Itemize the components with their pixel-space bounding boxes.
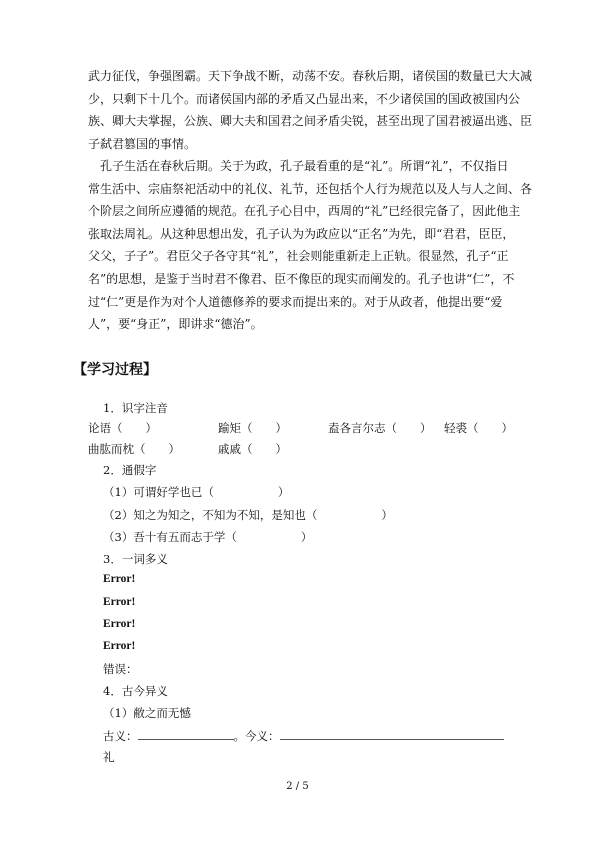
answer-blank[interactable] [237, 529, 301, 541]
ancient-meaning-label: 古义： [103, 729, 138, 743]
q2-item-close: ） [381, 508, 393, 522]
text-line: 过“仁”更是作为对个人道德修养的要求而提出来的。对于从政者，他提出要“爱 [88, 294, 503, 309]
section-title: 【学习过程】 [73, 362, 157, 378]
q2-item-close: ） [277, 485, 290, 499]
text-line: 张取法周礼。从这种思想出发，孔子认为为政应以“正名”为先，即“君君，臣臣， [88, 226, 515, 241]
answer-blank[interactable] [317, 507, 381, 519]
text-line: 人”，要“身正”，即讲求“德治”。 [88, 317, 263, 332]
modern-meaning-label: 。今义： [233, 729, 280, 743]
text-line: 父父，子子”。君臣父子各守其“礼”，社会则能重新走上正轨。很显然，孔子“正 [88, 249, 509, 264]
q1-item: 戚戚（ ） [218, 442, 287, 456]
error-text: Error! [103, 596, 136, 608]
answer-blank[interactable] [214, 484, 278, 496]
q2-item-close: ） [300, 530, 313, 544]
text-line: 名”的思想，是鉴于当时君不像君、臣不像臣的现实而阐发的。孔子也讲“仁”，不 [88, 271, 515, 286]
q4-heading: 4．古今异义 [103, 684, 168, 698]
q1-item: 踰矩（ ） [218, 421, 287, 435]
q2-heading: 2．通假字 [103, 463, 157, 477]
text-line: 武力征伐，争强图霸。天下争战不断，动荡不安。春秋后期，诸侯国的数量已大大减 [88, 69, 533, 83]
q1-item: 轻裘（ ） [444, 421, 513, 435]
error-text: Error! [103, 618, 136, 630]
text-line: 子弑君篡国的事情。 [88, 136, 197, 151]
error-text: Error! [103, 573, 136, 585]
error-label: 错误： [103, 662, 138, 676]
text-line: 少，只剩下十几个。而诸侯国内部的矛盾又凸显出来，不少诸侯国的国政被国内公 [88, 91, 521, 106]
q1-heading: 1．识字注音 [103, 401, 168, 415]
error-text: Error! [103, 640, 136, 652]
q1-item: 盍各言尔志（ ） [328, 421, 432, 435]
q4-item: （1）敝之而无憾 [103, 706, 191, 720]
ancient-meaning-blank[interactable] [138, 727, 234, 740]
page-number: 2 / 5 [286, 781, 309, 792]
q3-heading: 3．一词多义 [103, 552, 168, 566]
text-line: 孔子生活在春秋后期。关于为政，孔子最看重的是“礼”。所谓“礼”，不仅指日 [100, 159, 509, 173]
q2-item [103, 484, 289, 500]
q2-item-text: （2）知之为知之，不知为不知，是知也（ [103, 508, 318, 522]
q1-item: 曲肱而枕（ ） [88, 442, 180, 456]
q2-item-text: （1）可谓好学也已（ [103, 485, 214, 499]
text-line: 常生活中、宗庙祭祀活动中的礼仪、礼节，还包括个人行为规范以及人与人之间、各 [88, 181, 533, 196]
q1-item: 论语（ ） [88, 421, 157, 435]
q2-item [103, 507, 393, 523]
intro-paragraph-1 [88, 65, 533, 155]
intro-paragraph-2 [88, 155, 533, 336]
q2-item-text: （3）吾十有五而志于学（ [103, 530, 237, 544]
modern-meaning-blank[interactable] [280, 727, 504, 740]
text-line: 个阶层之间所应遵循的规范。在孔子心目中，西周的“礼”已经很完备了，因此他主 [88, 204, 521, 219]
q4-next-item: 礼 [103, 750, 115, 764]
text-line: 族、卿大夫掌握，公族、卿大夫和国君之间矛盾尖锐，甚至出现了国君被逼出逃、臣 [88, 114, 533, 129]
q4-gloss-row [103, 727, 504, 744]
q2-item [103, 529, 312, 545]
